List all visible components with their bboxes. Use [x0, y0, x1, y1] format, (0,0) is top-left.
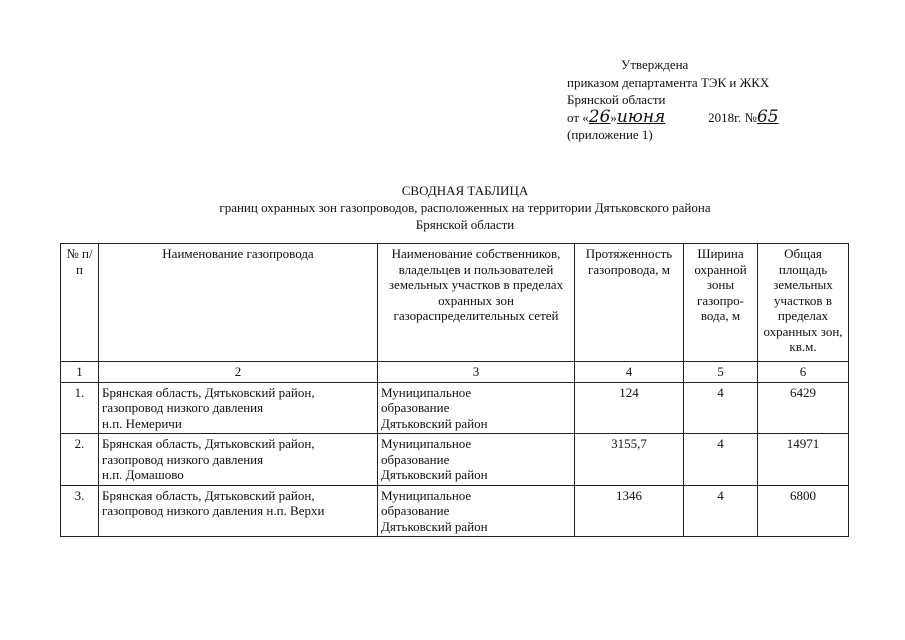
summary-table	[60, 243, 849, 537]
table-row	[61, 382, 849, 434]
date-year: 2018г.	[708, 109, 742, 125]
row-width: 4	[684, 485, 758, 537]
owner-line: Дятьковский район	[381, 467, 488, 482]
row-pipeline-name	[99, 382, 378, 434]
row-length: 1346	[575, 485, 684, 537]
row-area: 6800	[758, 485, 849, 537]
pipeline-name-line: газопровод низкого давления	[102, 400, 264, 415]
row-owner	[378, 434, 575, 486]
owner-line: Дятьковский район	[381, 518, 488, 534]
header-no: № п/п	[61, 244, 99, 362]
pipeline-name-line: Брянская область, Дятьковский район,	[102, 436, 315, 451]
row-area: 6429	[758, 382, 849, 434]
column-number: 4	[575, 362, 684, 383]
table-row	[61, 434, 849, 486]
row-owner	[378, 382, 575, 434]
row-no: 1.	[61, 382, 99, 434]
approval-date	[567, 106, 779, 127]
column-number: 1	[61, 362, 99, 383]
row-pipeline-name	[99, 434, 378, 486]
header-length: Протяженность газопровода, м	[575, 244, 684, 362]
column-number: 5	[684, 362, 758, 383]
approval-order: приказом департамента ТЭК и ЖКХ	[567, 74, 770, 90]
date-day-suffix: »	[610, 109, 617, 125]
pipeline-name-line: н.п. Домашово	[102, 467, 184, 482]
row-owner	[378, 485, 575, 537]
row-no: 2.	[61, 434, 99, 486]
document-title: СВОДНАЯ ТАБЛИЦА	[401, 183, 529, 198]
row-width: 4	[684, 382, 758, 434]
date-month: июня	[616, 106, 666, 127]
approval-title: Утверждена	[621, 57, 689, 72]
document-title-block	[150, 182, 780, 233]
header-area: Общая площадь земельных участков в пределах охранных зон, кв.м.	[758, 244, 849, 362]
header-width: Ширина охранной зоны газопро-вода, м	[684, 244, 758, 362]
row-area: 14971	[758, 434, 849, 486]
table-row	[61, 485, 849, 537]
pipeline-name-line: газопровод низкого давления	[102, 451, 264, 467]
row-pipeline-name	[99, 485, 378, 537]
pipeline-name-line: Брянская область, Дятьковский район,	[102, 384, 315, 400]
owner-line: образование	[381, 400, 450, 415]
pipeline-name-line: Брянская область, Дятьковский район,	[102, 487, 315, 503]
approval-appendix: (приложение 1)	[567, 127, 653, 142]
approval-block	[567, 56, 779, 144]
row-length: 3155,7	[575, 434, 684, 486]
column-number: 6	[758, 362, 849, 383]
table-header-row	[61, 244, 849, 362]
owner-line: Муниципальное	[381, 384, 472, 400]
column-number: 3	[378, 362, 575, 383]
header-owners: Наименование собственников, владельцев и пользователей земельных участков в пределах охранных зон газораспределительных сетей	[378, 244, 575, 362]
pipeline-name-line: газопровод низкого давления н.п. Верхи	[102, 503, 325, 518]
row-no: 3.	[61, 485, 99, 537]
order-number: 65	[756, 106, 779, 127]
row-width: 4	[684, 434, 758, 486]
owner-line: образование	[381, 503, 450, 518]
order-number-label: №	[744, 109, 757, 125]
pipeline-name-line: н.п. Немеричи	[102, 415, 182, 431]
approval-region: Брянской области	[567, 92, 666, 107]
owner-line: образование	[381, 451, 450, 467]
column-number: 2	[99, 362, 378, 383]
document-subtitle-region: Брянской области	[415, 217, 515, 232]
owner-line: Муниципальное	[381, 436, 472, 451]
date-prefix: от «	[567, 109, 589, 125]
owner-line: Дятьковский район	[381, 415, 488, 431]
document-subtitle: границ охранных зон газопроводов, расположенных на территории Дятьковского района	[219, 200, 711, 215]
row-length: 124	[575, 382, 684, 434]
date-day: 26	[588, 106, 611, 127]
column-number-row	[61, 362, 849, 383]
owner-line: Муниципальное	[381, 487, 472, 503]
header-name: Наименование газопровода	[99, 244, 378, 362]
